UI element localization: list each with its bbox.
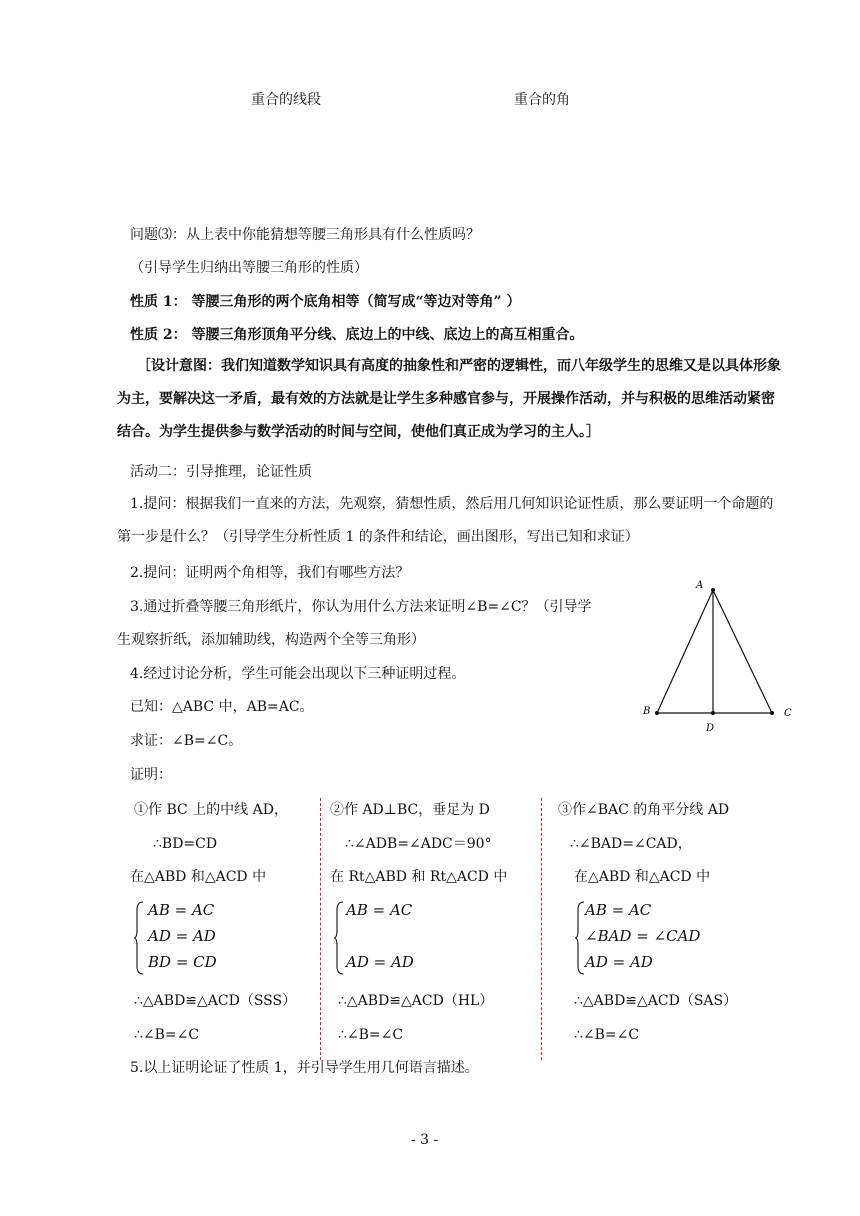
col2-line1: ②作 AD⊥BC，垂足为 D (330, 802, 490, 818)
step-2: 2.提问：证明两个角相等，我们有哪些方法？ (130, 565, 410, 581)
given: 已知：△ABC 中，AB=AC。 (130, 699, 314, 715)
col3-stmt2: ∠BAD = ∠CAD (585, 927, 701, 945)
col3-line5: ∴∠B=∠C (574, 1027, 640, 1043)
col2-line5: ∴∠B=∠C (338, 1027, 404, 1043)
question-3: 问题⑶：从上表中你能猜想等腰三角形具有什么性质吗？ (130, 227, 480, 243)
col2-line4: ∴△ABD≌△ACD（HL） (338, 993, 494, 1009)
activity-2: 活动二：引导推理，论证性质 (130, 464, 312, 480)
property-1: 性质 1： 等腰三角形的两个底角相等（简写成“等边对等角” ） (130, 294, 521, 310)
step-3-line2: 生观察折纸，添加辅助线，构造两个全等三角形） (117, 632, 425, 648)
col1-stmt1: AB = AC (148, 901, 215, 919)
col1-line3: 在△ABD 和△ACD 中 (130, 869, 267, 885)
side-ab (657, 590, 713, 713)
col2-line3: 在 Rt△ABD 和 Rt△ACD 中 (330, 869, 508, 885)
col3-line4: ∴△ABD≌△ACD（SAS） (574, 993, 738, 1009)
col1-stmt2: AD = AD (148, 927, 216, 945)
col1-brace (133, 900, 145, 976)
label-d: D (706, 723, 715, 734)
col1-line4: ∴△ABD≌△ACD（SSS） (134, 993, 297, 1009)
side-ac (713, 590, 772, 713)
divider-2 (541, 798, 542, 1060)
label-a: A (696, 580, 704, 591)
step-1: 1.提问：根据我们一直来的方法，先观察，猜想性质，然后用几何知识论证性质，那么要证明一个命题的第一步是什么？（引导学生分析性质 1 的条件和结论，画出图形，写出已知和求证） (117, 496, 774, 545)
col2-stmt1: AB = AC (346, 901, 413, 919)
col2-line2: ∴∠ADB=∠ADC＝90° (345, 836, 492, 852)
col3-stmt1: AB = AC (585, 901, 652, 919)
step-4: 4.经过讨论分析，学生可能会出现以下三种证明过程。 (130, 666, 466, 682)
col2-brace (333, 900, 345, 976)
prove: 求证：∠B=∠C。 (130, 733, 243, 749)
point-a (711, 588, 715, 592)
triangle-figure (630, 570, 810, 740)
point-d (711, 711, 715, 715)
divider-1 (320, 798, 321, 1060)
col1-line5: ∴∠B=∠C (134, 1027, 200, 1043)
label-c: C (784, 708, 792, 719)
proof-label: 证明： (130, 767, 172, 783)
col2-stmt3: AD = AD (346, 953, 414, 971)
header-segments: 重合的线段 (251, 92, 321, 108)
point-b (655, 711, 659, 715)
point-c (770, 711, 774, 715)
label-b: B (643, 706, 651, 717)
guide-text: （引导学生归纳出等腰三角形的性质） (130, 260, 368, 276)
col1-stmt3: BD = CD (148, 953, 217, 971)
page-number: - 3 - (411, 1132, 439, 1148)
col1-line2: ∴BD=CD (153, 836, 218, 852)
property-2: 性质 2： 等腰三角形顶角平分线、底边上的中线、底边上的高互相重合。 (130, 327, 584, 343)
col3-line3: 在△ABD 和△ACD 中 (574, 869, 711, 885)
header-angles: 重合的角 (514, 92, 570, 108)
col1-line1: ①作 BC 上的中线 AD， (134, 802, 288, 818)
col3-stmt3: AD = AD (585, 953, 653, 971)
col3-line1: ③作∠BAC 的角平分线 AD (558, 802, 730, 818)
step-5: 5.以上证明论证了性质 1，并引导学生用几何语言描述。 (130, 1060, 479, 1076)
col3-line2: ∴∠BAD=∠CAD， (570, 836, 692, 852)
step-3-line1: 3.通过折叠等腰三角形纸片，你认为用什么方法来证明∠B=∠C？（引导学 (130, 599, 592, 615)
design-intent: ［设计意图：我们知道数学知识具有高度的抽象性和严密的逻辑性，而八年级学生的思维又是以具体形象为主，要解决这一矛盾，最有效的方法就是让学生多种感官参与，开展操作活动，并与积极的思维活动紧密结合。为学生提供参与数学活动的时间与空间，使他们真正成为学习的主人。］ (117, 358, 781, 440)
